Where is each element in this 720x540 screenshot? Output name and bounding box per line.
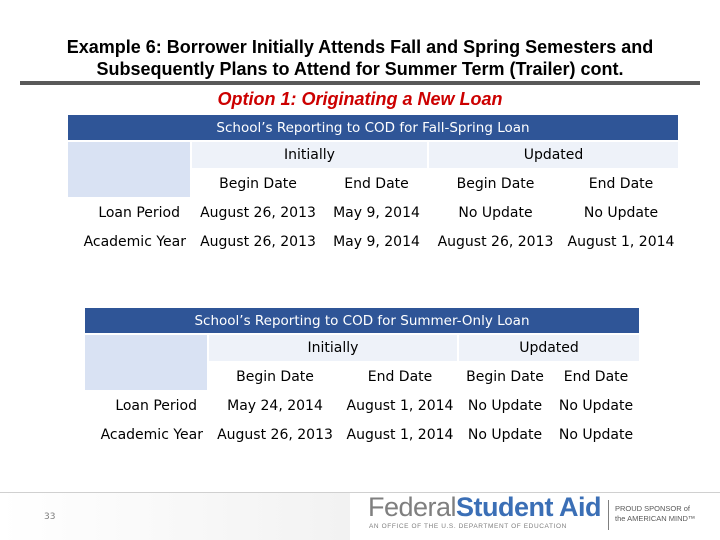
slide-title: Example 6: Borrower Initially Attends Fall and Spring Semesters and Subsequently Plans to Attend for Summer Term (Trailer) cont. (66, 37, 654, 79)
sponsor-line-2: the AMERICAN MIND™ (615, 514, 696, 523)
table-cell: August 26, 2013 (217, 426, 333, 443)
row-label: Loan Period (98, 204, 180, 221)
group-header-initially: Initially (192, 142, 427, 168)
table-row (68, 228, 678, 255)
table-header: School’s Reporting to COD for Summer-Only Loan (85, 308, 639, 333)
column-header: End Date (563, 368, 629, 385)
fall-spring-loan-table (66, 113, 680, 257)
table-row (85, 392, 639, 419)
table-cell: No Update (467, 397, 543, 414)
column-header: End Date (588, 175, 654, 192)
group-header-updated: Updated (459, 335, 639, 361)
table-cell: No Update (583, 204, 659, 221)
sponsor-line-1: PROUD SPONSOR of (615, 504, 691, 513)
logo-divider (608, 500, 609, 530)
federal-student-aid-logo (368, 492, 601, 523)
table-cell: No Update (458, 204, 533, 221)
column-header: Begin Date (236, 368, 314, 385)
table-cell: August 26, 2013 (437, 233, 554, 250)
table-cell: No Update (558, 426, 634, 443)
table-header: School’s Reporting to COD for Fall-Spring Loan (68, 115, 678, 140)
table-cell: May 9, 2014 (333, 204, 420, 221)
sponsor-text (615, 504, 695, 524)
blank-corner-cell (85, 335, 207, 390)
summer-only-loan-table (83, 306, 641, 450)
table-cell: No Update (467, 426, 543, 443)
row-label: Academic Year (83, 233, 186, 250)
column-header: Begin Date (219, 175, 297, 192)
table-row (85, 421, 639, 448)
logo-text-bold: Student Aid (456, 492, 602, 522)
table-cell: August 26, 2013 (200, 204, 316, 221)
title-divider (20, 81, 700, 85)
blank-corner-cell (68, 142, 190, 197)
table-cell: August 1, 2014 (346, 397, 454, 414)
column-header: End Date (367, 368, 433, 385)
table-cell: August 1, 2014 (567, 233, 675, 250)
table-cell: May 24, 2014 (227, 397, 323, 414)
table-cell: August 1, 2014 (346, 426, 454, 443)
group-header-initially: Initially (209, 335, 457, 361)
table-cell: No Update (558, 397, 634, 414)
row-label: Loan Period (115, 397, 197, 414)
logo-text-light: Federal (368, 492, 457, 522)
table-row (68, 199, 678, 226)
column-header: Begin Date (466, 368, 544, 385)
table-cell: May 9, 2014 (333, 233, 420, 250)
slide-subtitle: Option 1: Originating a New Loan (217, 89, 503, 109)
row-label: Academic Year (100, 426, 203, 443)
column-header: Begin Date (456, 175, 535, 192)
column-header: End Date (344, 175, 409, 192)
table-cell: August 26, 2013 (200, 233, 316, 250)
group-header-updated: Updated (429, 142, 678, 168)
logo-tagline: AN OFFICE OF THE U.S. DEPARTMENT OF EDUCATION (369, 523, 567, 530)
page-number: 33 (44, 512, 56, 522)
